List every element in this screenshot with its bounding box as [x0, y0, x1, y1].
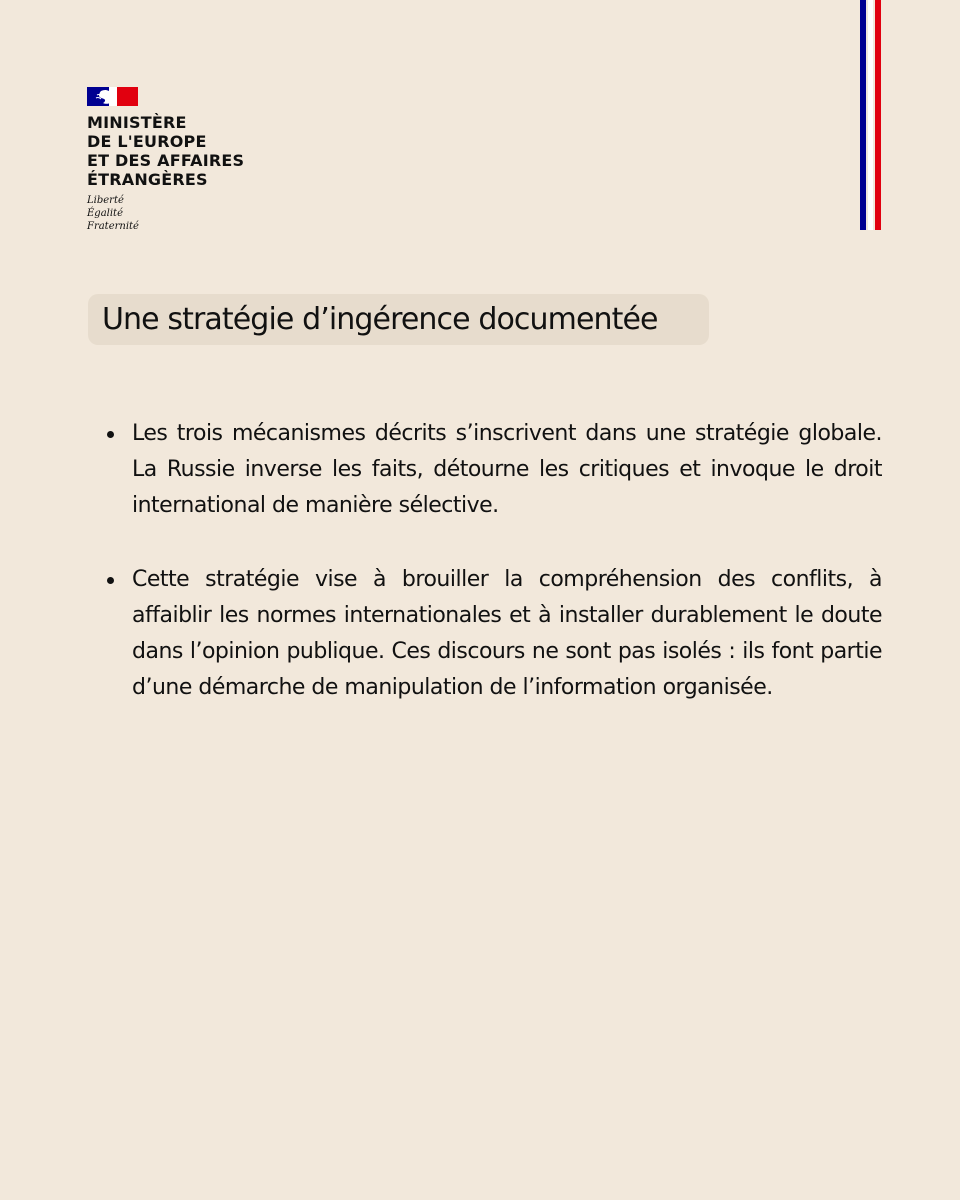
list-item: [107, 416, 882, 524]
ministry-name: [87, 113, 287, 189]
ministry-logo: [87, 87, 287, 233]
bullet-list: [107, 416, 882, 744]
bullet-dot-icon: [107, 577, 114, 584]
ministry-name-line: ÉTRANGÈRES: [87, 170, 208, 189]
ribbon-red-band: [875, 0, 881, 230]
motto-line: Égalité: [87, 208, 123, 219]
motto-line: Fraternité: [87, 221, 139, 232]
page-title: Une stratégie d’ingérence documentée: [102, 302, 658, 337]
list-item-text: Les trois mécanismes décrits s’inscrivent dans une stratégie globale. La Russie inverse les faits, détourne les critiques et invoque le droit international de manière sélective.: [132, 421, 882, 518]
ministry-name-line: MINISTÈRE: [87, 113, 187, 132]
bullet-dot-icon: [107, 431, 114, 438]
republic-motto: [87, 194, 287, 233]
motto-line: Liberté: [87, 195, 124, 206]
marianne-flag-icon: [87, 87, 138, 106]
ministry-name-line: DE L'EUROPE: [87, 132, 207, 151]
heading-box: [88, 294, 709, 345]
list-item-text: Cette stratégie vise à brouiller la compréhension des conflits, à affaiblir les normes internationales et à installer durablement le doute dans l’opinion publique. Ces discours ne sont pas isolés : ils font partie d’une démarche de manipulation de l’information organisée.: [132, 567, 882, 700]
tricolor-ribbon: [860, 0, 881, 230]
list-item: [107, 562, 882, 706]
ministry-name-line: ET DES AFFAIRES: [87, 151, 245, 170]
marianne-profile-icon: [87, 87, 138, 106]
